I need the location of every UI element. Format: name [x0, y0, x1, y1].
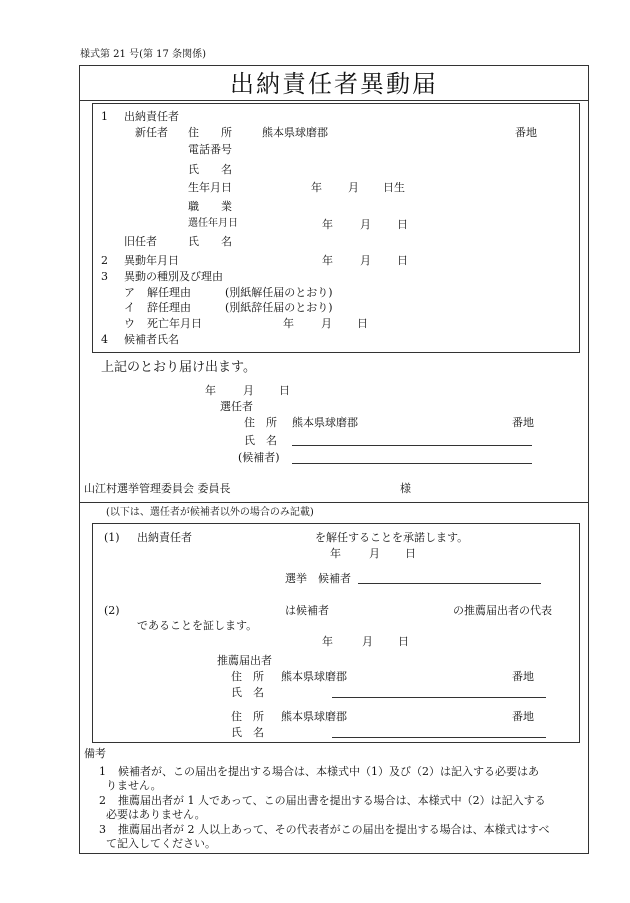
appoint-day: 日: [397, 218, 408, 231]
address-value: 熊本県球磨郡: [262, 126, 328, 139]
remark3-line1: 推薦届出者が 2 人以上あって、その代表者がこの届出を提出する場合は、本様式はすべ: [118, 823, 550, 836]
reason-i-letter: イ: [124, 301, 135, 314]
p1-label: 出納責任者: [137, 531, 192, 544]
p1-day: 日: [405, 547, 416, 560]
appointer-address-value: 熊本県球磨郡: [292, 416, 358, 429]
section2-note: (以下は、選任者が候補者以外の場合のみ記載): [106, 507, 314, 518]
section-divider: [79, 502, 588, 503]
rec2-address-label: 住 所: [231, 710, 264, 723]
item4-num: 4: [101, 333, 108, 346]
birth-day: 日生: [383, 181, 405, 194]
submission-year: 年: [205, 384, 216, 397]
item2-label: 異動年月日: [124, 254, 179, 267]
appointer-name-label: 氏 名: [244, 434, 277, 447]
item2-year: 年: [322, 254, 333, 267]
birth-year: 年: [311, 181, 322, 194]
p1-num: (1): [104, 531, 120, 544]
death-day: 日: [357, 317, 368, 330]
name-label: 氏 名: [188, 163, 232, 176]
honorific: 様: [400, 482, 411, 495]
rec2-banchi: 番地: [512, 710, 534, 723]
p2-continuation: であることを証します。: [137, 619, 258, 632]
item4-label: 候補者氏名: [124, 333, 179, 346]
remarks-title: 備考: [84, 747, 106, 760]
reason-a-label: 解任理由: [147, 286, 191, 299]
appointer-address-label: 住 所: [244, 416, 277, 429]
reason-u-letter: ウ: [124, 317, 135, 330]
recommender-label: 推薦届出者: [217, 654, 272, 667]
item1-label: 出納責任者: [124, 110, 179, 123]
p1-year: 年: [330, 547, 341, 560]
birthdate-label: 生年月日: [188, 181, 232, 194]
remark3-line2: て記入してください。: [106, 837, 216, 850]
remark1-line2: りません。: [106, 779, 162, 792]
form-number: 様式第 21 号(第 17 条関係): [80, 49, 206, 60]
item2-num: 2: [101, 254, 108, 267]
candidate-name-line[interactable]: [292, 463, 532, 464]
reason-a-note: (別紙解任届のとおり): [225, 286, 333, 299]
reason-i-note: (別紙辞任届のとおり): [225, 301, 333, 314]
appointer-banchi: 番地: [512, 416, 534, 429]
remark3-num: 3: [99, 823, 106, 836]
item1-num: 1: [101, 110, 108, 123]
rec1-address-value: 熊本県球磨郡: [281, 670, 347, 683]
rec1-address-label: 住 所: [231, 670, 264, 683]
remark2-line1: 推薦届出者が 1 人であって、この届出書を提出する場合は、本様式中（2）は記入する: [118, 794, 546, 807]
rec2-name-label: 氏 名: [231, 726, 264, 739]
submission-month: 月: [243, 384, 254, 397]
birth-month: 月: [348, 181, 359, 194]
p2-day: 日: [398, 635, 409, 648]
appoint-month: 月: [360, 218, 371, 231]
remark1-num: 1: [99, 765, 106, 778]
phone-label: 電話番号: [188, 143, 232, 156]
appointer-name-line[interactable]: [292, 445, 532, 446]
p2-month: 月: [362, 635, 373, 648]
candidate-label: (候補者): [238, 451, 280, 464]
p1-signature-label: 選挙 候補者: [285, 572, 351, 585]
former-appointee-label: 旧任者: [124, 235, 157, 248]
p2-right: の推薦届出者の代表: [453, 604, 552, 617]
p1-consent: を解任することを承諾します。: [315, 531, 469, 544]
new-appointee-label: 新任者: [135, 126, 168, 139]
appointer-label: 選任者: [220, 400, 253, 413]
rec1-banchi: 番地: [512, 670, 534, 683]
item3-label: 異動の種別及び理由: [124, 270, 223, 283]
addressee: 山江村選挙管理委員会 委員長: [84, 482, 231, 495]
page-title: 出納責任者異動届: [230, 70, 438, 98]
section1-box: [92, 103, 580, 353]
rec1-name-line[interactable]: [332, 697, 546, 698]
rec1-name-label: 氏 名: [231, 686, 264, 699]
title-divider: [79, 100, 588, 101]
death-year: 年: [283, 317, 294, 330]
item2-day: 日: [397, 254, 408, 267]
rec2-name-line[interactable]: [332, 737, 546, 738]
submission-statement: 上記のとおり届け出ます。: [101, 360, 256, 375]
remark2-num: 2: [99, 794, 106, 807]
address-label: 住 所: [188, 126, 232, 139]
remark2-line2: 必要はありません。: [106, 808, 206, 821]
appointment-date-label: 選任年月日: [188, 218, 238, 229]
appoint-year: 年: [322, 218, 333, 231]
reason-a-letter: ア: [124, 286, 135, 299]
p1-candidate-line[interactable]: [358, 583, 541, 584]
item2-month: 月: [360, 254, 371, 267]
p2-num: (2): [104, 604, 120, 617]
rec2-address-value: 熊本県球磨郡: [281, 710, 347, 723]
reason-i-label: 辞任理由: [147, 301, 191, 314]
p1-month: 月: [369, 547, 380, 560]
reason-u-label: 死亡年月日: [147, 317, 202, 330]
remark1-line1: 候補者が、この届出を提出する場合は、本様式中（1）及び（2）は記入する必要はあ: [118, 765, 539, 778]
submission-day: 日: [279, 384, 290, 397]
former-name-label: 氏 名: [188, 235, 232, 248]
p2-mid: は候補者: [285, 604, 329, 617]
banchi-label: 番地: [515, 126, 537, 139]
item3-num: 3: [101, 270, 108, 283]
death-month: 月: [321, 317, 332, 330]
occupation-label: 職 業: [188, 200, 232, 213]
p2-year: 年: [322, 635, 333, 648]
